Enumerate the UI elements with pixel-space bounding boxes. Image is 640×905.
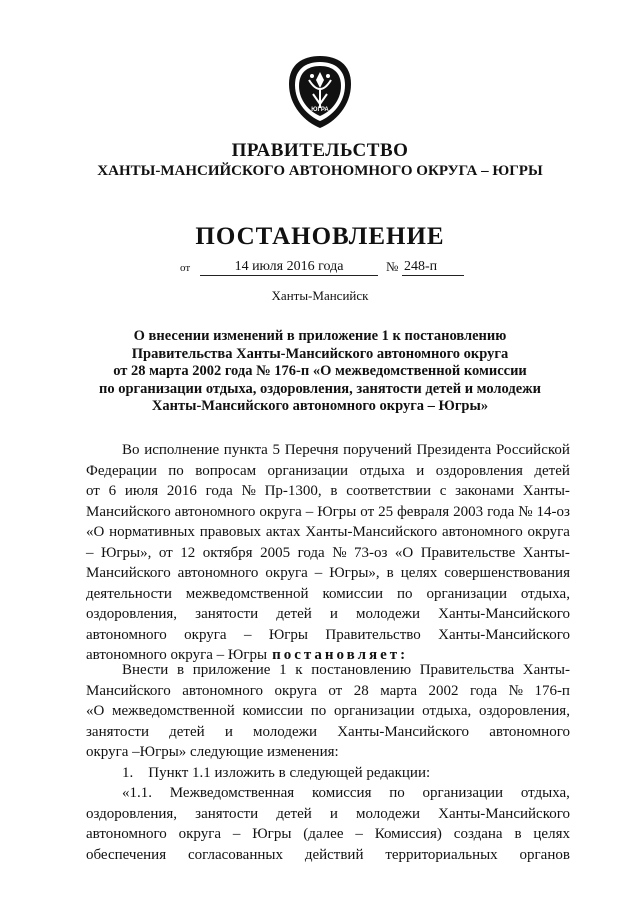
word: по bbox=[389, 785, 405, 801]
word: вопросам bbox=[195, 462, 257, 479]
word: 73-оз bbox=[353, 544, 388, 561]
emblem-text: ЮГРА bbox=[311, 107, 329, 113]
word: пункта bbox=[223, 442, 268, 458]
word: детей bbox=[276, 606, 312, 622]
text-line bbox=[86, 604, 570, 625]
word: автономного bbox=[441, 524, 523, 540]
text-line bbox=[86, 783, 570, 804]
word: оздоровления, bbox=[478, 703, 570, 719]
word: целях bbox=[533, 826, 570, 842]
item-1: 1. Пункт 1.1 изложить в следующей редакции: bbox=[122, 764, 431, 781]
word: межведомственной bbox=[112, 703, 235, 719]
word: 12 bbox=[180, 544, 196, 561]
word: Югры», bbox=[100, 544, 152, 561]
city: Ханты-Мансийск bbox=[271, 288, 369, 303]
word: к bbox=[295, 662, 303, 678]
word: молодежи bbox=[253, 723, 318, 740]
text-line bbox=[86, 763, 570, 784]
word: 2005 bbox=[260, 544, 291, 561]
word: марта bbox=[380, 682, 417, 699]
text-line bbox=[86, 461, 570, 482]
word: Внести bbox=[122, 662, 169, 678]
word: нормативных bbox=[109, 524, 195, 540]
word: округа bbox=[274, 682, 317, 699]
word: органов bbox=[519, 846, 570, 863]
word: отдыха, bbox=[422, 703, 472, 719]
word: приложение bbox=[192, 662, 271, 678]
word: и bbox=[329, 805, 338, 822]
word: в bbox=[176, 662, 185, 678]
word: в bbox=[514, 826, 522, 842]
text-fragment: автономного округа – Югры bbox=[86, 647, 268, 663]
word: занятости bbox=[195, 805, 259, 822]
word: 2003 bbox=[453, 503, 484, 520]
word: оздоровления bbox=[435, 462, 523, 479]
word: Ханты- bbox=[522, 662, 570, 678]
word: комиссии bbox=[242, 703, 304, 719]
word: Межведомственная bbox=[169, 785, 295, 801]
word: Российской bbox=[496, 442, 570, 458]
subject-line: по организации отдыха, оздоровления, занятости детей и молодежи bbox=[98, 380, 542, 397]
word: – bbox=[314, 565, 323, 581]
word: – bbox=[232, 826, 241, 842]
word: занятости bbox=[86, 723, 149, 740]
word: Ханты- bbox=[522, 483, 570, 499]
text-line bbox=[86, 804, 570, 825]
word: по bbox=[168, 462, 184, 479]
text-fragment: округа –Югры» следующие изменения: bbox=[86, 744, 339, 760]
word: Ханты-Мансийского bbox=[305, 524, 438, 540]
word: организации bbox=[426, 585, 507, 602]
word: Правительство bbox=[325, 626, 421, 643]
word: Правительстве bbox=[420, 544, 516, 561]
word: – bbox=[305, 503, 314, 520]
coat-of-arms-icon bbox=[287, 54, 353, 130]
word: Ханты- bbox=[522, 544, 570, 561]
word: автономного bbox=[182, 682, 263, 699]
word: Мансийского bbox=[86, 682, 171, 699]
word: целях bbox=[400, 565, 438, 581]
word: Мансийского bbox=[86, 503, 171, 520]
word: правовых bbox=[199, 524, 262, 540]
word: поручений bbox=[343, 442, 412, 458]
word: детей bbox=[276, 805, 312, 822]
word: территориальных bbox=[385, 846, 498, 863]
word: 25 bbox=[378, 503, 394, 520]
amendment-paragraph bbox=[86, 660, 570, 865]
word: автономного bbox=[86, 826, 167, 842]
word: комиссия bbox=[311, 785, 372, 801]
text-line bbox=[86, 522, 570, 543]
text-line bbox=[86, 660, 570, 681]
text-line bbox=[86, 681, 570, 702]
text-line bbox=[86, 584, 570, 605]
text-line bbox=[86, 502, 570, 523]
subject-line: О внесении изменений в приложение 1 к постановлению bbox=[133, 328, 507, 344]
word: и bbox=[416, 462, 425, 479]
word: Правительства bbox=[419, 662, 515, 678]
word: детей bbox=[534, 462, 570, 479]
word: 28 bbox=[353, 682, 369, 699]
word: февраля bbox=[397, 503, 450, 520]
subject-line: от 28 марта 2002 года № 176-п «О межведомственной комиссии bbox=[113, 363, 527, 379]
word: детей bbox=[169, 723, 205, 740]
text-line bbox=[86, 701, 570, 722]
decree-date: 14 июля 2016 года bbox=[200, 258, 378, 276]
text-line bbox=[86, 824, 570, 845]
decree-subject bbox=[80, 328, 560, 416]
word: года bbox=[487, 503, 515, 520]
word: автономного bbox=[177, 565, 259, 581]
word: Ханты-Мансийского bbox=[337, 723, 470, 740]
word: № bbox=[508, 682, 523, 699]
word: 2002 bbox=[428, 682, 459, 699]
word: по bbox=[397, 585, 413, 602]
word: занятости bbox=[195, 606, 259, 622]
word: по bbox=[310, 703, 327, 719]
text-line bbox=[86, 742, 570, 763]
word: отдыха, bbox=[520, 585, 570, 602]
word: Ханты-Мансийского bbox=[438, 805, 570, 822]
word: года bbox=[469, 682, 498, 699]
word: 1 bbox=[279, 662, 287, 678]
word: Югры bbox=[268, 626, 308, 643]
text-line bbox=[86, 722, 570, 743]
word: отдыха bbox=[359, 462, 405, 479]
word: и bbox=[329, 606, 338, 622]
word: организации bbox=[422, 785, 504, 801]
word: Югры», bbox=[329, 565, 380, 581]
decree-number: 248-п bbox=[402, 258, 464, 276]
word: организации bbox=[333, 703, 415, 719]
word: молодежи bbox=[356, 805, 421, 822]
word: отдыха, bbox=[520, 785, 570, 801]
word: от bbox=[86, 483, 100, 499]
word: – bbox=[355, 826, 363, 842]
subject-line: Ханты-Мансийского автономного округа – Югры» bbox=[151, 398, 489, 414]
word: года bbox=[205, 483, 233, 499]
word: – bbox=[243, 626, 252, 643]
word: 5 bbox=[272, 442, 281, 458]
document-type: ПОСТАНОВЛЕНИЕ bbox=[195, 223, 445, 250]
word: Ханты-Мансийского bbox=[438, 606, 570, 622]
word: актах bbox=[265, 524, 301, 540]
word: автономного bbox=[174, 503, 256, 520]
word: (далее bbox=[303, 826, 344, 842]
word: № bbox=[518, 503, 533, 520]
word: организации bbox=[267, 462, 349, 479]
word: № bbox=[241, 483, 256, 499]
word: года bbox=[297, 544, 325, 561]
word: деятельности bbox=[86, 585, 172, 602]
word: № bbox=[332, 544, 347, 561]
resolves-word: постановляет: bbox=[272, 647, 409, 663]
word: «О bbox=[394, 544, 414, 561]
word: автономного bbox=[489, 723, 570, 740]
word: Перечня bbox=[284, 442, 339, 458]
word: оздоровления, bbox=[86, 606, 178, 622]
word: автономного bbox=[86, 626, 167, 643]
word: согласованных bbox=[187, 846, 283, 863]
word: совершенствования bbox=[444, 565, 570, 581]
word: действий bbox=[304, 846, 364, 863]
word: исполнение bbox=[144, 442, 220, 458]
word: Мансийского bbox=[86, 565, 171, 581]
word: 14-оз bbox=[536, 503, 570, 520]
word: создана bbox=[453, 826, 503, 842]
word: округа bbox=[184, 626, 227, 643]
word: «О bbox=[86, 524, 105, 540]
text-line bbox=[86, 625, 570, 646]
word: округа bbox=[259, 503, 302, 520]
word: от bbox=[328, 682, 343, 699]
subject-line: Правительства Ханты-Мансийского автономного округа bbox=[131, 345, 509, 362]
word: Федерации bbox=[86, 462, 157, 479]
number-prefix: № bbox=[386, 259, 399, 274]
word: в bbox=[330, 483, 338, 499]
word: Югры bbox=[317, 503, 357, 520]
word: Югры bbox=[252, 826, 292, 842]
word: от bbox=[360, 503, 375, 520]
word: округа bbox=[178, 826, 222, 842]
word: 176-п bbox=[534, 682, 570, 699]
word: октября bbox=[202, 544, 253, 561]
word: соответствии bbox=[346, 483, 431, 499]
text-line bbox=[86, 845, 570, 866]
word: в bbox=[386, 565, 394, 581]
word: «1.1. bbox=[122, 785, 152, 801]
word: 2016 bbox=[166, 483, 197, 499]
word: «О bbox=[86, 703, 105, 719]
word: Комиссия) bbox=[374, 826, 442, 842]
okrug-title: ХАНТЫ-МАНСИЙСКОГО АВТОНОМНОГО ОКРУГА – ЮГРЫ bbox=[97, 163, 543, 179]
word: Пр-1300, bbox=[264, 483, 322, 499]
word: – bbox=[86, 544, 94, 561]
word: молодежи bbox=[356, 606, 421, 622]
word: межведомственной bbox=[185, 585, 309, 602]
word: комиссии bbox=[322, 585, 384, 602]
text-line bbox=[86, 543, 570, 564]
word: обеспечения bbox=[86, 846, 167, 863]
text-line bbox=[86, 563, 570, 584]
date-prefix: от bbox=[180, 262, 191, 274]
word: от bbox=[158, 544, 173, 561]
word: округа bbox=[265, 565, 308, 581]
word: оздоровления, bbox=[86, 805, 178, 822]
preamble-paragraph bbox=[86, 440, 570, 666]
word: и bbox=[224, 723, 233, 740]
word: постановлению bbox=[311, 662, 412, 678]
word: законами bbox=[455, 483, 514, 499]
word: Во bbox=[122, 442, 140, 458]
government-title: ПРАВИТЕЛЬСТВО bbox=[231, 140, 409, 161]
word: Президента bbox=[416, 442, 492, 458]
word: с bbox=[439, 483, 447, 499]
word: Ханты-Мансийского bbox=[438, 626, 570, 643]
word: округа bbox=[527, 524, 570, 540]
text-line bbox=[86, 481, 570, 502]
word: 6 bbox=[108, 483, 117, 499]
text-line bbox=[86, 440, 570, 461]
word: июля bbox=[124, 483, 159, 499]
